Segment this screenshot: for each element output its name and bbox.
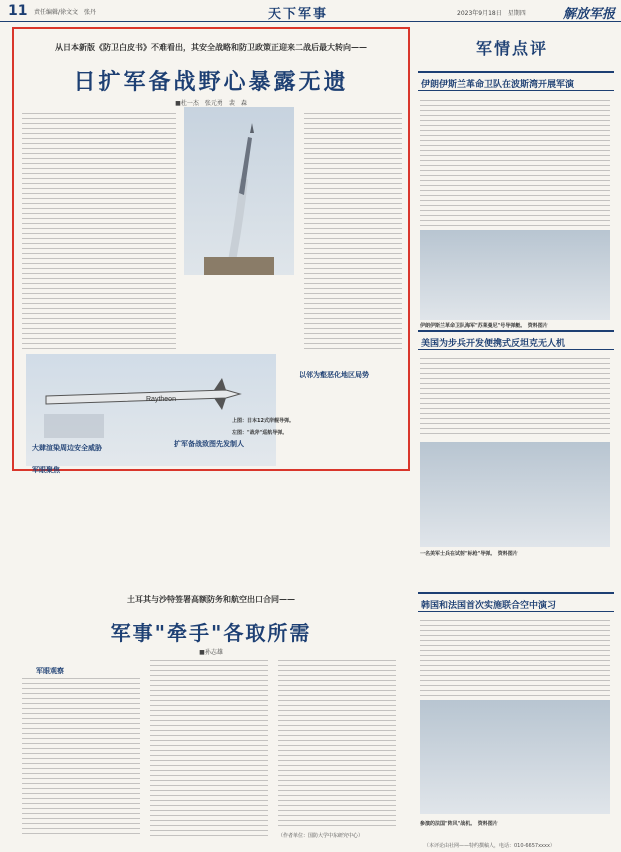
editor-credits: 责任编辑/徐文文 张丹 [34, 9, 97, 16]
issue-date: 2023年9月18日 星期四 [457, 10, 526, 17]
second-story [12, 586, 410, 846]
sidebar-story-1-photo [420, 230, 610, 320]
second-headline: 军事"牵手"各取所需 [110, 621, 312, 645]
sidebar-story-1-title: 伊朗伊斯兰革命卫队在波斯湾开展军演 [418, 71, 614, 91]
sidebar-story-1-caption: 伊朗伊斯兰革命卫队海军"苏莱曼尼"号导弹艇。 资料图片 [420, 323, 548, 329]
main-story [12, 27, 410, 474]
newspaper-logo: 解放军报 [563, 7, 616, 22]
second-text-column-1 [22, 678, 140, 838]
page-number: 11 [8, 3, 28, 19]
sidebar-story-3-text [420, 620, 610, 698]
section-head-1: 军眼聚焦 [32, 466, 60, 474]
main-headline: 日扩军备战野心暴露无遗 [73, 70, 349, 95]
photo-caption-bottom: 左图："战斧"巡航导弹。 [232, 430, 288, 436]
sidebar-story-2-photo [420, 442, 610, 547]
sidebar-label: 军情点评 [476, 39, 549, 58]
main-kicker: 从日本新版《防卫白皮书》不难看出，其安全战略和防卫政策正迎来二战后最大转向—— [55, 42, 367, 52]
second-text-column-2 [150, 660, 268, 838]
main-text-column-1 [22, 113, 176, 349]
sidebar-story-2-title: 美国为步兵开发便携式反坦克无人机 [418, 330, 614, 350]
sidebar-header [418, 35, 618, 61]
second-section-head: 军眼观察 [36, 667, 64, 675]
section-head-4: 大肆渲染周边安全威胁 [32, 444, 102, 452]
missile-brand-label: Raytheon [146, 396, 176, 403]
sidebar-story-2-caption: 一名美军士兵在试射"标枪"导弹。 资料图片 [420, 551, 518, 557]
sidebar-footer-note: （本评论由社网——特约撰稿人，电话：010-6657xxxx） [424, 843, 555, 849]
sidebar-story-3-title: 韩国和法国首次实施联合空中演习 [418, 592, 614, 612]
sidebar-story-2-text [420, 358, 610, 438]
section-title: 天下军事 [268, 7, 329, 22]
sidebar-story-3-caption: 参演的法国"阵风"战机。 资料图片 [420, 821, 498, 827]
sidebar-story-3-photo [420, 700, 610, 814]
section-head-2: 以邻为壑恶化地区局势 [299, 371, 369, 379]
second-byline: ■孙志雄 [199, 649, 223, 656]
second-kicker: 土耳其与沙特签署高额防务和航空出口合同—— [127, 594, 295, 604]
masthead [0, 0, 621, 22]
section-head-3: 扩军备战致图先发制人 [174, 440, 244, 448]
main-byline: ■杜一杰 张元勇 裴 森 [175, 100, 247, 107]
second-author-note: （作者单位：国防大学中东研究中心） [278, 833, 364, 839]
main-text-column-4 [304, 113, 402, 349]
missile-image [184, 107, 294, 275]
missile-launch-photo [184, 107, 294, 275]
second-text-column-3 [278, 660, 396, 826]
photo-caption-top: 上图：日本12式岸舰导弹。 [232, 418, 294, 424]
